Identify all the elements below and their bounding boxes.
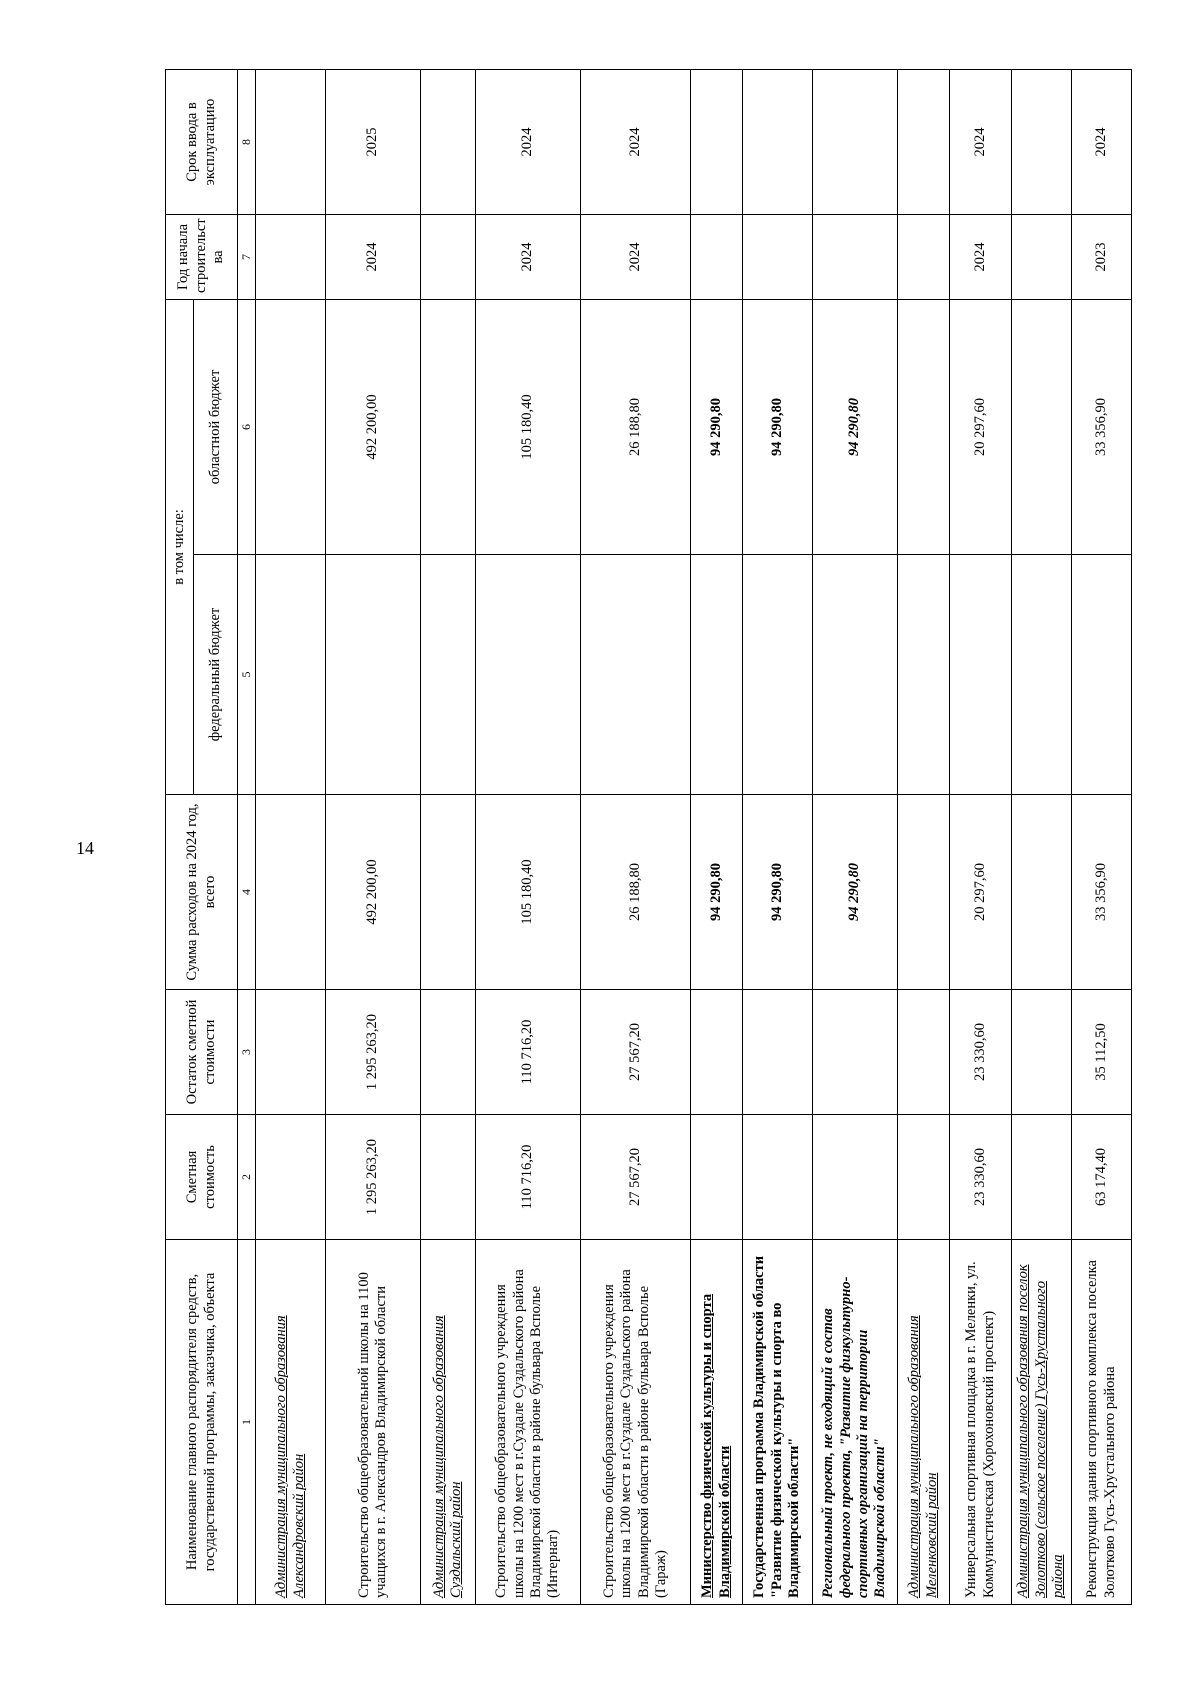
header-col8: Срок ввода в эксплуатацию [166, 70, 238, 215]
table-cell [256, 70, 326, 215]
table-cell: 94 290,80 [813, 300, 898, 555]
table-cell [691, 215, 743, 300]
table-cell [256, 555, 326, 795]
table-cell [691, 1115, 743, 1240]
header-col6: областной бюджет [194, 300, 238, 555]
table-row [950, 70, 1012, 1605]
capital-investment-table [165, 69, 1132, 1605]
table-cell [898, 215, 950, 300]
table-cell: 2024 [581, 70, 691, 215]
table-cell [950, 555, 1012, 795]
table-cell: 63 174,40 [1072, 1115, 1132, 1240]
header-col7: Год начала строительст ва [166, 215, 238, 300]
table-cell [1012, 990, 1072, 1115]
table-cell: 35 112,50 [1072, 990, 1132, 1115]
column-index: 5 [238, 555, 256, 795]
table-cell: 105 180,40 [476, 300, 581, 555]
table-cell [1012, 1115, 1072, 1240]
header-col2: Сметная стоимость [166, 1115, 238, 1240]
table-row [813, 70, 898, 1605]
table-cell [898, 300, 950, 555]
table-cell [421, 215, 476, 300]
table-cell: 2024 [581, 215, 691, 300]
column-index: 4 [238, 795, 256, 990]
table-cell [256, 795, 326, 990]
row-name: Администрация муниципального образования поселок Золотково (сельское поселение) Гусь-Хрустального района [1012, 1240, 1072, 1605]
table-cell [421, 555, 476, 795]
table-cell [1012, 300, 1072, 555]
table-cell: 2024 [476, 215, 581, 300]
table-row [743, 70, 813, 1605]
table-cell [898, 70, 950, 215]
table-row [581, 70, 691, 1605]
table-cell [1012, 555, 1072, 795]
table-cell: 2024 [326, 215, 421, 300]
table-cell: 2024 [476, 70, 581, 215]
column-index: 3 [238, 990, 256, 1115]
table-cell: 94 290,80 [743, 300, 813, 555]
table-cell [476, 555, 581, 795]
table-cell [326, 555, 421, 795]
table-cell: 33 356,90 [1072, 300, 1132, 555]
column-index: 6 [238, 300, 256, 555]
table-cell: 2024 [1072, 70, 1132, 215]
table-row [421, 70, 476, 1605]
header-col4: Сумма расходов на 2024 год, всего [166, 795, 238, 990]
row-name: Строительство общеобразовательного учреждения школы на 1200 мест в г.Суздале Суздальского района Владимирской области в районе бульвара Всполье (Гараж) [581, 1240, 691, 1605]
table-cell: 20 297,60 [950, 795, 1012, 990]
table-row [256, 70, 326, 1605]
table-cell: 1 295 263,20 [326, 1115, 421, 1240]
table-cell: 23 330,60 [950, 1115, 1012, 1240]
page-number: 14 [76, 838, 94, 858]
table-cell: 94 290,80 [691, 795, 743, 990]
table-cell [256, 990, 326, 1115]
table-cell: 94 290,80 [813, 795, 898, 990]
table-cell [421, 795, 476, 990]
table-cell [421, 70, 476, 215]
table-cell: 26 188,80 [581, 795, 691, 990]
row-name: Строительство общеобразовательной школы на 1100 учащихся в г. Александров Владимирской области [326, 1240, 421, 1605]
table-cell [813, 70, 898, 215]
table-cell: 27 567,20 [581, 1115, 691, 1240]
table-cell [813, 1115, 898, 1240]
row-name: Региональный проект, не входящий в состав федерального проекта, "Развитие физкультурно-спортивных организаций на территории Владимирской области" [813, 1240, 898, 1605]
header-col3: Остаток сметной стоимости [166, 990, 238, 1115]
table-cell [691, 70, 743, 215]
table-cell [813, 215, 898, 300]
table-cell [691, 990, 743, 1115]
column-index-row [238, 70, 256, 1605]
table-cell: 94 290,80 [743, 795, 813, 990]
table-cell [743, 70, 813, 215]
table-cell [898, 990, 950, 1115]
column-index: 7 [238, 215, 256, 300]
table-cell [1012, 70, 1072, 215]
table-cell [256, 1115, 326, 1240]
header-in-that: в том числе: [166, 300, 194, 795]
table-cell: 33 356,90 [1072, 795, 1132, 990]
table-row [1012, 70, 1072, 1605]
table-cell [1072, 555, 1132, 795]
table-cell: 110 716,20 [476, 990, 581, 1115]
table-cell [898, 1115, 950, 1240]
row-name: Администрация муниципального образования Александровский район [256, 1240, 326, 1605]
column-index: 2 [238, 1115, 256, 1240]
table-cell [743, 990, 813, 1115]
row-name: Универсальная спортивная площадка в г. Меленки, ул. Коммунистическая (Хорохоновский проспект) [950, 1240, 1012, 1605]
table-cell: 105 180,40 [476, 795, 581, 990]
row-name: Государственная программа Владимирской области "Развитие физической культуры и спорта во Владимирской области" [743, 1240, 813, 1605]
table-cell: 1 295 263,20 [326, 990, 421, 1115]
table-row [1072, 70, 1132, 1605]
table-row [326, 70, 421, 1605]
table-cell [813, 990, 898, 1115]
rotated-budget-table [165, 70, 1118, 1605]
table-cell: 492 200,00 [326, 795, 421, 990]
table-cell [743, 555, 813, 795]
table-cell: 2024 [950, 70, 1012, 215]
table-cell: 27 567,20 [581, 990, 691, 1115]
row-name: Администрация муниципального образования Суздальский район [421, 1240, 476, 1605]
table-cell: 20 297,60 [950, 300, 1012, 555]
table-row [691, 70, 743, 1605]
table-cell: 2024 [950, 215, 1012, 300]
table-cell: 26 188,80 [581, 300, 691, 555]
table-cell: 2023 [1072, 215, 1132, 300]
table-cell: 492 200,00 [326, 300, 421, 555]
table-cell [421, 990, 476, 1115]
table-cell [743, 215, 813, 300]
table-cell [256, 300, 326, 555]
row-name: Строительство общеобразовательного учреждения школы на 1200 мест в г.Суздале Суздальского района Владимирской области в районе бульвара Всполье (Интернат) [476, 1240, 581, 1605]
table-cell [898, 555, 950, 795]
table-cell [581, 555, 691, 795]
column-index: 1 [238, 1240, 256, 1605]
table-cell [421, 300, 476, 555]
table-cell: 23 330,60 [950, 990, 1012, 1115]
table-cell [1012, 215, 1072, 300]
row-name: Министерство физической культуры и спорта Владимирской области [691, 1240, 743, 1605]
column-index: 8 [238, 70, 256, 215]
table-cell: 2025 [326, 70, 421, 215]
table-row [476, 70, 581, 1605]
table-row [898, 70, 950, 1605]
table-cell [898, 795, 950, 990]
table-cell: 110 716,20 [476, 1115, 581, 1240]
header-col5: федеральный бюджет [194, 555, 238, 795]
table-cell: 94 290,80 [691, 300, 743, 555]
table-cell [743, 1115, 813, 1240]
table-cell [691, 555, 743, 795]
table-cell [1012, 795, 1072, 990]
table-cell [813, 555, 898, 795]
row-name: Администрация муниципального образования Меленковский район [898, 1240, 950, 1605]
row-name: Реконструкция здания спортивного комплекса поселка Золотково Гусь-Хрустального района [1072, 1240, 1132, 1605]
table-cell [421, 1115, 476, 1240]
table-cell [256, 215, 326, 300]
header-col1: Наименование главного распорядителя средств, государственной программы, заказчика, объекта [166, 1240, 238, 1605]
